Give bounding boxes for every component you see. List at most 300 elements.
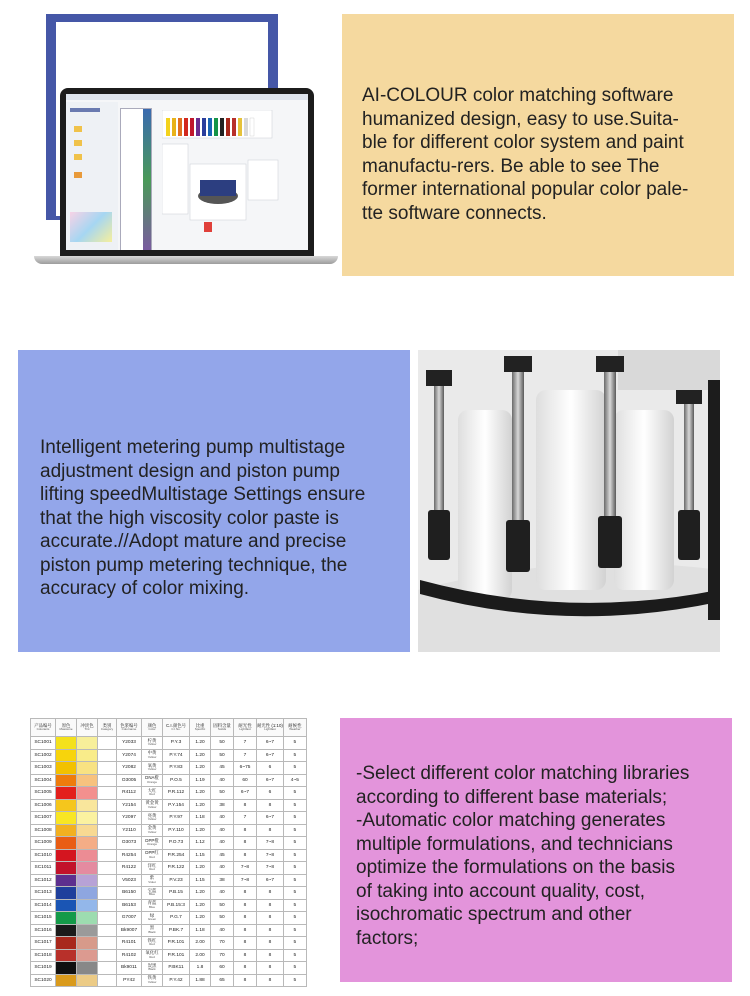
colorant-id-cell: SC1016 — [31, 924, 56, 937]
specific-gravity-cell: 1.20 — [190, 749, 211, 762]
weather-cell: 5 — [283, 787, 306, 800]
tint-swatch — [77, 737, 98, 750]
colorname-cell: Y2110 — [117, 824, 142, 837]
table-row — [31, 924, 307, 937]
solids-cell: 45 — [211, 849, 234, 862]
tint-swatch — [77, 862, 98, 875]
masstone-swatch — [56, 762, 77, 775]
category-cell — [98, 749, 117, 762]
lightfastness-cell: 8 — [234, 912, 257, 925]
ci-number-cell: P.G.7 — [163, 912, 190, 925]
lightfastness-tint-cell: 6 — [257, 787, 284, 800]
ci-number-cell: P.Y.42 — [163, 974, 190, 987]
color-name-zh: 亮黄 — [147, 812, 157, 818]
table-row — [31, 849, 307, 862]
category-cell — [98, 912, 117, 925]
masstone-swatch — [56, 812, 77, 825]
lightfastness-tint-cell: 8 — [257, 912, 284, 925]
colorname-cell: B6150 — [117, 887, 142, 900]
specific-gravity-cell: 1.20 — [190, 787, 211, 800]
color-name-en: Green — [147, 917, 157, 922]
color-name-cell — [142, 774, 163, 787]
color-name-cell — [142, 799, 163, 812]
category-cell — [98, 774, 117, 787]
ci-number-cell: P.BK.7 — [163, 924, 190, 937]
table-row — [31, 862, 307, 875]
colorant-id-cell: SC1014 — [31, 899, 56, 912]
table-header-cell — [190, 719, 211, 737]
color-name-zh: 氧黄 — [147, 762, 157, 768]
masstone-swatch — [56, 774, 77, 787]
solids-cell: 70 — [211, 937, 234, 950]
ci-number-cell: P.Y.110 — [163, 824, 190, 837]
color-name-zh: 青蓝 — [147, 900, 157, 906]
category-cell — [98, 899, 117, 912]
table-header-cell — [77, 719, 98, 737]
colorant-id-cell: SC1010 — [31, 849, 56, 862]
header-label-en: C.I.No. — [171, 727, 181, 732]
ci-number-cell: P.B.15:3 — [163, 899, 190, 912]
tint-swatch — [77, 762, 98, 775]
tint-swatch — [77, 812, 98, 825]
color-name-cell — [142, 749, 163, 762]
lightfastness-tint-cell: 8 — [257, 962, 284, 975]
lightfastness-tint-cell: 6~7 — [257, 874, 284, 887]
specific-gravity-cell: 2.00 — [190, 937, 211, 950]
tint-swatch — [77, 837, 98, 850]
header-label-zh: 冲淡色 — [80, 722, 94, 728]
header-label-zh: 类别 — [102, 722, 112, 728]
category-cell — [98, 962, 117, 975]
header-label-zh: 固料含量 — [213, 722, 231, 728]
lightfastness-cell: 7 — [234, 812, 257, 825]
specific-gravity-cell: 1.20 — [190, 799, 211, 812]
category-cell — [98, 862, 117, 875]
solids-cell: 50 — [211, 899, 234, 912]
tint-swatch — [77, 787, 98, 800]
header-label-zh: C.I.颜色号 — [165, 722, 186, 728]
tint-swatch — [77, 962, 98, 975]
color-name-en: Yellow — [147, 804, 157, 809]
colorant-id-cell: SC1012 — [31, 874, 56, 887]
ci-number-cell: P.Y.74 — [163, 749, 190, 762]
weather-cell: 5 — [283, 812, 306, 825]
table-row — [31, 912, 307, 925]
specific-gravity-cell: 1.20 — [190, 737, 211, 750]
color-name-en: Orange — [146, 779, 157, 784]
matching-description: -Select different color matching libraries according to different base materials; -Automatic color matching generates multiple formulations, and technicians optimize the formulations on the basis of taking into account quality, cost, isochromatic spectrum and other factors; — [356, 763, 690, 949]
color-name-zh: 大红 — [147, 787, 157, 793]
masstone-swatch — [56, 787, 77, 800]
color-name-zh: 炭黑 — [147, 962, 157, 968]
lightfastness-cell: 8 — [234, 824, 257, 837]
category-cell — [98, 849, 117, 862]
color-name-en: Blue — [148, 892, 155, 897]
color-name-en: Yellow — [147, 754, 157, 759]
color-name-zh: 黄金黄 — [145, 800, 159, 806]
specific-gravity-cell: 1.15 — [190, 849, 211, 862]
table-row — [31, 887, 307, 900]
colorant-id-cell: SC1019 — [31, 962, 56, 975]
software-screenshot — [66, 94, 308, 250]
lightfastness-tint-cell: 8 — [257, 949, 284, 962]
specific-gravity-cell: 1.20 — [190, 899, 211, 912]
header-label-zh: 耐光性 — [238, 722, 252, 728]
lightfastness-tint-cell: 8 — [257, 799, 284, 812]
colorant-table — [30, 718, 307, 987]
weather-cell: 5 — [283, 974, 306, 987]
header-label-zh: 原色 — [61, 722, 71, 728]
color-name-zh: 柠黄 — [147, 737, 157, 743]
category-cell — [98, 937, 117, 950]
tint-swatch — [77, 774, 98, 787]
weather-cell: 5 — [283, 762, 306, 775]
ci-number-cell: P.O.5 — [163, 774, 190, 787]
header-label-en: Lightfast — [264, 727, 276, 732]
masstone-swatch — [56, 962, 77, 975]
masstone-swatch — [56, 862, 77, 875]
table-header-cell — [56, 719, 77, 737]
header-label-en: Solids — [217, 727, 227, 732]
solids-cell: 45 — [211, 762, 234, 775]
masstone-swatch — [56, 899, 77, 912]
weather-cell: 5 — [283, 912, 306, 925]
colorname-cell: Y2154 — [117, 799, 142, 812]
table-header-cell — [234, 719, 257, 737]
specific-gravity-cell: 1.18 — [190, 924, 211, 937]
table-row — [31, 812, 307, 825]
colorant-id-cell: SC1004 — [31, 774, 56, 787]
table-header-cell — [98, 719, 117, 737]
weather-cell: 5 — [283, 962, 306, 975]
masstone-swatch — [56, 924, 77, 937]
color-name-en: Yellow — [147, 767, 157, 772]
specific-gravity-cell: 1.20 — [190, 862, 211, 875]
color-name-zh: 紫 — [149, 875, 155, 881]
masstone-swatch — [56, 949, 77, 962]
color-name-en: Red — [149, 942, 155, 947]
table-header-cell — [163, 719, 190, 737]
tint-swatch — [77, 899, 98, 912]
specific-gravity-cell: 1.20 — [190, 912, 211, 925]
table-row — [31, 749, 307, 762]
table-row — [31, 937, 307, 950]
weather-cell: 5 — [283, 874, 306, 887]
lightfastness-cell: 8 — [234, 962, 257, 975]
lightfastness-cell: 8 — [234, 849, 257, 862]
color-name-zh: DPP橙 — [145, 837, 159, 843]
table-header-cell — [211, 719, 234, 737]
masstone-swatch — [56, 799, 77, 812]
specific-gravity-cell: 1.12 — [190, 837, 211, 850]
category-cell — [98, 737, 117, 750]
colorname-cell: V5023 — [117, 874, 142, 887]
color-name-cell — [142, 912, 163, 925]
weather-cell: 5 — [283, 899, 306, 912]
color-name-en: Yellow — [147, 817, 157, 822]
lightfastness-tint-cell: 8 — [257, 887, 284, 900]
color-name-zh: DNA橙 — [145, 775, 159, 781]
ci-number-cell: P.O.73 — [163, 837, 190, 850]
color-name-zh: 铁黄 — [147, 975, 157, 981]
category-cell — [98, 824, 117, 837]
weather-cell: 5 — [283, 737, 306, 750]
lightfastness-cell: 8 — [234, 837, 257, 850]
masstone-swatch — [56, 737, 77, 750]
intro-text-panel — [342, 14, 734, 276]
ci-number-cell: P.R.254 — [163, 849, 190, 862]
weather-cell: 4~5 — [283, 774, 306, 787]
solids-cell: 40 — [211, 887, 234, 900]
color-name-zh: 铁红 — [147, 937, 157, 943]
color-name-en: Red — [149, 792, 155, 797]
weather-cell: 5 — [283, 837, 306, 850]
specific-gravity-cell: 1.15 — [190, 874, 211, 887]
table-row — [31, 737, 307, 750]
colorname-cell: O3005 — [117, 774, 142, 787]
table-row — [31, 762, 307, 775]
category-cell — [98, 762, 117, 775]
masstone-swatch — [56, 874, 77, 887]
color-name-en: Black — [148, 929, 156, 934]
solids-cell: 50 — [211, 737, 234, 750]
lightfastness-cell: 8 — [234, 899, 257, 912]
colorant-id-cell: SC1013 — [31, 887, 56, 900]
colorname-cell: R4101 — [117, 937, 142, 950]
color-name-en: Orange — [146, 842, 157, 847]
masstone-swatch — [56, 824, 77, 837]
specific-gravity-cell: 1.20 — [190, 824, 211, 837]
colorname-cell: Bk9011 — [117, 962, 142, 975]
colorant-id-cell: SC1002 — [31, 749, 56, 762]
lightfastness-tint-cell: 8 — [257, 937, 284, 950]
color-name-cell — [142, 949, 163, 962]
software-main-area — [162, 110, 302, 250]
colorname-cell: G7007 — [117, 912, 142, 925]
category-cell — [98, 924, 117, 937]
color-name-zh: 宝蓝 — [147, 887, 157, 893]
ci-number-cell: P.R.101 — [163, 937, 190, 950]
table-row — [31, 974, 307, 987]
color-name-zh: 绿 — [149, 912, 155, 918]
header-label-en: Lightfast — [239, 727, 251, 732]
laptop-base — [34, 256, 338, 264]
colorant-table-image — [30, 718, 328, 982]
category-cell — [98, 974, 117, 987]
lightfastness-cell: 8 — [234, 887, 257, 900]
category-cell — [98, 887, 117, 900]
lightfastness-cell: 8 — [234, 949, 257, 962]
colorant-id-cell: SC1006 — [31, 799, 56, 812]
color-name-en: Red — [149, 954, 155, 959]
masstone-swatch — [56, 974, 77, 987]
table-header-cell — [142, 719, 163, 737]
color-name-en: Black — [148, 967, 156, 972]
solids-cell: 40 — [211, 824, 234, 837]
ci-number-cell: P.Y.97 — [163, 812, 190, 825]
lightfastness-cell: 7 — [234, 737, 257, 750]
color-name-zh: 氧化红 — [145, 950, 159, 956]
tint-swatch — [77, 799, 98, 812]
lightfastness-cell: 8 — [234, 974, 257, 987]
category-cell — [98, 812, 117, 825]
tint-swatch — [77, 924, 98, 937]
colorant-id-cell: SC1018 — [31, 949, 56, 962]
software-toolbar — [66, 94, 308, 100]
color-name-cell — [142, 924, 163, 937]
masstone-swatch — [56, 849, 77, 862]
colorname-cell: R4112 — [117, 787, 142, 800]
ci-number-cell: P.R.101 — [163, 949, 190, 962]
specific-gravity-cell: 2.00 — [190, 949, 211, 962]
masstone-swatch — [56, 912, 77, 925]
colorname-cell: Y2033 — [117, 737, 142, 750]
header-label-en: Category — [100, 727, 114, 732]
header-label-zh: 耐光性 (1:10) — [257, 722, 283, 728]
colorname-cell: O3073 — [117, 837, 142, 850]
color-name-cell — [142, 812, 163, 825]
tint-swatch — [77, 824, 98, 837]
color-name-en: Red — [149, 867, 155, 872]
color-name-cell — [142, 737, 163, 750]
solids-cell: 40 — [211, 862, 234, 875]
masstone-swatch — [56, 887, 77, 900]
ci-number-cell: P.Y.83 — [163, 762, 190, 775]
table-row — [31, 949, 307, 962]
table-header-cell — [283, 719, 306, 737]
color-name-en: Yellow — [147, 829, 157, 834]
table-row — [31, 787, 307, 800]
table-header-row — [31, 719, 307, 737]
header-label-en: Specific — [194, 727, 206, 732]
color-name-zh: DPP红 — [145, 850, 159, 856]
lightfastness-tint-cell: 8 — [257, 899, 284, 912]
solids-cell: 40 — [211, 774, 234, 787]
colorant-id-cell: SC1007 — [31, 812, 56, 825]
color-name-cell — [142, 887, 163, 900]
colorant-id-cell: SC1001 — [31, 737, 56, 750]
colorant-id-cell: SC1015 — [31, 912, 56, 925]
pump-description: Intelligent metering pump multistage adjustment design and piston pump lifting speedMultistage Settings ensure that the high viscosity color paste is accurate.//Adopt mature and precise piston pump metering technique, the accuracy of color mixing. — [40, 437, 366, 599]
color-name-en: Blue — [148, 904, 155, 909]
category-cell — [98, 949, 117, 962]
tint-swatch — [77, 937, 98, 950]
solids-cell: 50 — [211, 787, 234, 800]
lightfastness-tint-cell: 8 — [257, 974, 284, 987]
specific-gravity-cell: 1.19 — [190, 774, 211, 787]
ci-number-cell: P.Y.154 — [163, 799, 190, 812]
lightfastness-cell: 6~75 — [234, 762, 257, 775]
category-cell — [98, 837, 117, 850]
header-label-zh: 耐候性 — [288, 722, 302, 728]
masstone-swatch — [56, 837, 77, 850]
color-name-cell — [142, 899, 163, 912]
lightfastness-tint-cell: 6~7 — [257, 749, 284, 762]
color-name-cell — [142, 874, 163, 887]
color-name-cell — [142, 974, 163, 987]
category-cell — [98, 874, 117, 887]
lightfastness-tint-cell: 7~8 — [257, 837, 284, 850]
solids-cell: 40 — [211, 837, 234, 850]
lightfastness-cell: 7 — [234, 749, 257, 762]
colorant-id-cell: SC1017 — [31, 937, 56, 950]
software-description: AI-COLOUR color matching software humanized design, easy to use.Suita- ble for different color system and paint manufactu-rers. Be able to see The former international popular color pale- tte software connects. — [362, 85, 689, 224]
color-name-cell — [142, 937, 163, 950]
lightfastness-cell: 7~8 — [234, 862, 257, 875]
table-row — [31, 774, 307, 787]
color-name-en: Yellow — [147, 742, 157, 747]
color-name-zh: 洋红 — [147, 862, 157, 868]
solids-cell: 38 — [211, 799, 234, 812]
header-label-en: Masstone — [59, 727, 73, 732]
ci-number-cell: P.V.23 — [163, 874, 190, 887]
colorant-id-cell: SC1003 — [31, 762, 56, 775]
ci-number-cell: P.B.15 — [163, 887, 190, 900]
ci-number-cell: P.BK11 — [163, 962, 190, 975]
weather-cell: 5 — [283, 949, 306, 962]
table-row — [31, 899, 307, 912]
colorname-cell: Y2097 — [117, 812, 142, 825]
header-label-zh: 比重 — [195, 722, 205, 728]
color-name-cell — [142, 787, 163, 800]
tint-swatch — [77, 887, 98, 900]
color-name-en: Violet — [148, 879, 156, 884]
software-list — [120, 108, 152, 250]
color-name-cell — [142, 862, 163, 875]
ci-number-cell: P.R.122 — [163, 862, 190, 875]
solids-cell: 50 — [211, 749, 234, 762]
lightfastness-cell: 6~7 — [234, 787, 257, 800]
lightfastness-cell: 8 — [234, 937, 257, 950]
masstone-swatch — [56, 749, 77, 762]
colorname-cell: Bk9007 — [117, 924, 142, 937]
colorname-cell: Y2082 — [117, 762, 142, 775]
colorant-id-cell: SC1011 — [31, 862, 56, 875]
header-label-en: Color — [148, 727, 156, 732]
header-label-en: Tint — [84, 727, 90, 732]
colorname-cell: R4122 — [117, 862, 142, 875]
solids-cell: 50 — [211, 912, 234, 925]
table-row — [31, 824, 307, 837]
pump-text-panel — [18, 350, 410, 652]
specific-gravity-cell: 1.20 — [190, 887, 211, 900]
specific-gravity-cell: 1.88 — [190, 974, 211, 987]
colorname-cell: PY42 — [117, 974, 142, 987]
table-row — [31, 799, 307, 812]
color-name-zh: 中黄 — [147, 750, 157, 756]
lightfastness-tint-cell: 6~7 — [257, 774, 284, 787]
pump-machine-photo — [418, 350, 720, 652]
colorant-id-cell: SC1020 — [31, 974, 56, 987]
table-row — [31, 962, 307, 975]
weather-cell: 5 — [283, 862, 306, 875]
category-cell — [98, 799, 117, 812]
colorant-id-cell: SC1008 — [31, 824, 56, 837]
weather-cell: 5 — [283, 799, 306, 812]
tint-swatch — [77, 949, 98, 962]
header-label-zh: 色浆编号 — [120, 722, 138, 728]
colorname-cell: R4254 — [117, 849, 142, 862]
solids-cell: 40 — [211, 812, 234, 825]
lightfastness-cell: 8 — [234, 924, 257, 937]
ci-number-cell: P.Y.3 — [163, 737, 190, 750]
lightfastness-tint-cell: 8 — [257, 924, 284, 937]
header-label-en: Weather — [289, 727, 301, 732]
masstone-swatch — [56, 937, 77, 950]
software-sidebar — [66, 102, 118, 250]
lightfastness-tint-cell: 7~8 — [257, 862, 284, 875]
table-row — [31, 837, 307, 850]
